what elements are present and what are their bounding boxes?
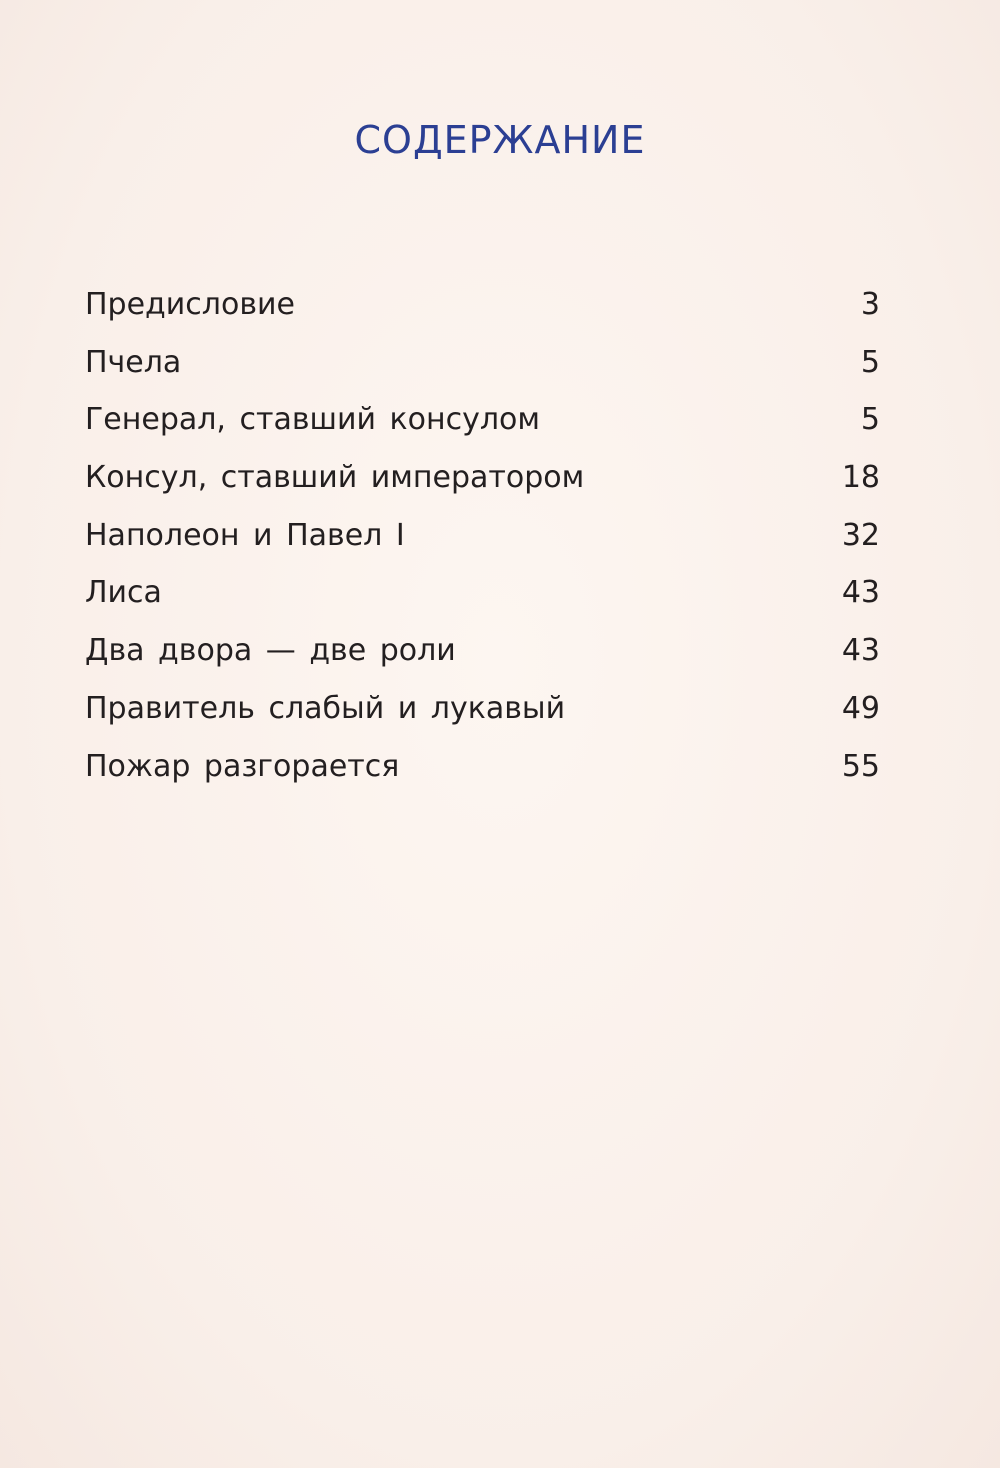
toc-entry-title: Генерал, ставший консулом bbox=[85, 402, 541, 438]
toc-entry bbox=[85, 334, 880, 392]
toc-entry-page: 5 bbox=[860, 344, 880, 380]
toc-entry bbox=[85, 738, 880, 796]
toc-entry-page: 43 bbox=[841, 575, 880, 611]
toc-entry-title: Пчела bbox=[85, 344, 182, 380]
toc-entry-page: 55 bbox=[841, 748, 880, 784]
toc-entry-page: 3 bbox=[860, 287, 880, 322]
toc-entry-page: 49 bbox=[841, 690, 880, 726]
toc-entry-page: 5 bbox=[860, 402, 880, 438]
toc-entry-page: 18 bbox=[841, 460, 880, 496]
toc-entry-page: 32 bbox=[841, 517, 880, 553]
toc-entry bbox=[85, 622, 880, 680]
toc-entry bbox=[85, 564, 880, 622]
toc-entry-title: Правитель слабый и лукавый bbox=[85, 690, 566, 726]
toc-entry-title: Предисловие bbox=[85, 287, 295, 322]
toc-entry-title: Лиса bbox=[85, 575, 162, 611]
toc-entry-title: Консул, ставший императором bbox=[85, 460, 585, 496]
toc-entry bbox=[85, 391, 880, 449]
toc-entry bbox=[85, 276, 880, 334]
toc-entry bbox=[85, 507, 880, 565]
toc-entry bbox=[85, 680, 880, 738]
toc-entry bbox=[85, 449, 880, 507]
toc-entry-page: 43 bbox=[841, 633, 880, 669]
toc-entry-title: Наполеон и Павел I bbox=[85, 517, 405, 553]
toc-entry-title: Два двора — две роли bbox=[85, 633, 456, 669]
page-title: СОДЕРЖАНИЕ bbox=[354, 118, 646, 162]
table-of-contents bbox=[85, 276, 880, 795]
toc-entry-title: Пожар разгорается bbox=[85, 748, 400, 784]
